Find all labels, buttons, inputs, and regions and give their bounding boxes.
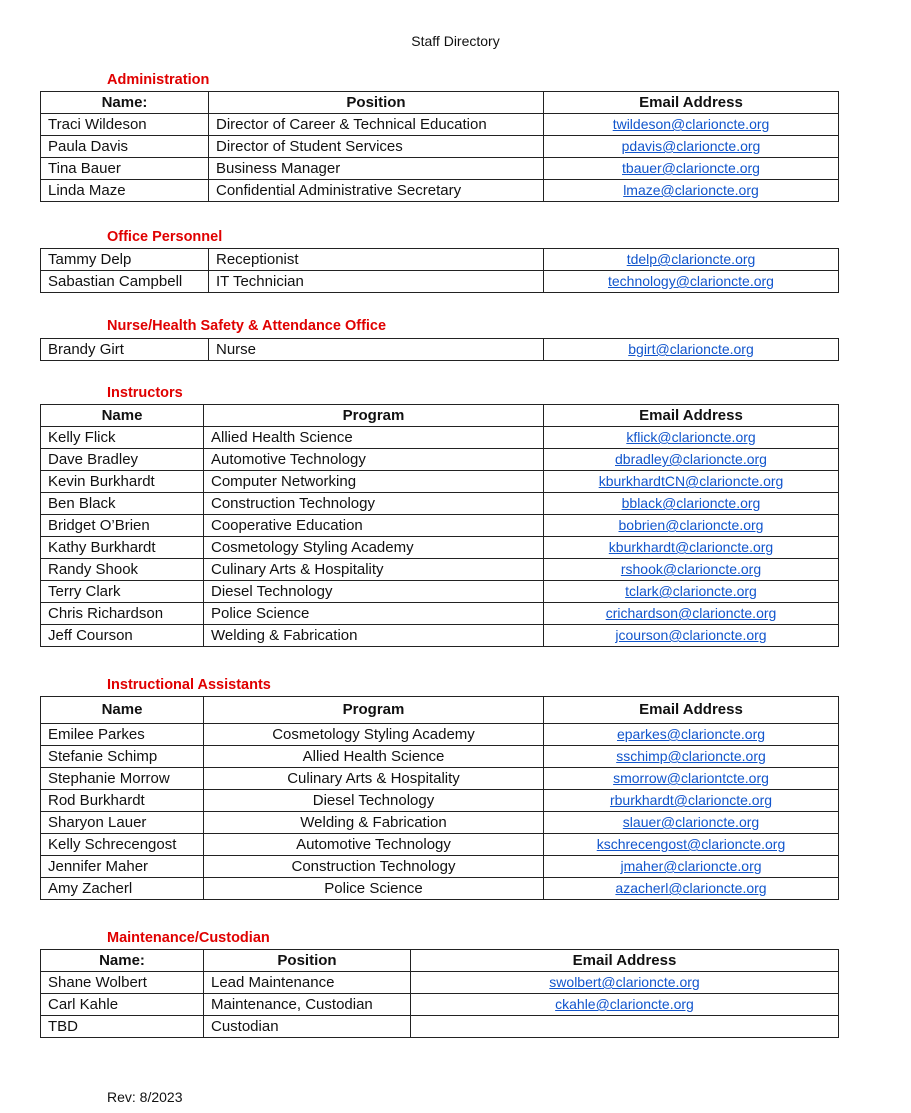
staff-name: Randy Shook	[41, 559, 204, 581]
section-heading-assistants: Instructional Assistants	[107, 677, 271, 693]
revision-date: Rev: 8/2023	[107, 1089, 183, 1105]
staff-name: Sabastian Campbell	[41, 271, 209, 293]
section-heading-maintenance: Maintenance/Custodian	[107, 930, 270, 946]
email-link[interactable]: azacherl@clarioncte.org	[615, 880, 767, 896]
staff-name: TBD	[41, 1016, 204, 1038]
email-link[interactable]: dbradley@clarioncte.org	[615, 451, 767, 467]
table-row	[41, 471, 839, 493]
email-link[interactable]: kschrecengost@clarioncte.org	[596, 836, 786, 852]
email-link[interactable]: kburkhardtCN@clarioncte.org	[598, 473, 784, 489]
column-header: Email Address	[544, 92, 839, 114]
email-link[interactable]: twildeson@clarioncte.org	[612, 116, 770, 132]
staff-program: Construction Technology	[204, 856, 544, 878]
administration-table	[40, 91, 839, 202]
email-link[interactable]: rburkhardt@clarioncte.org	[609, 792, 773, 808]
table-row	[41, 559, 839, 581]
table-row	[41, 1016, 839, 1038]
section-heading-nurse: Nurse/Health Safety & Attendance Office	[107, 318, 387, 334]
column-header: Name	[41, 405, 204, 427]
staff-position: Lead Maintenance	[204, 972, 411, 994]
staff-name: Rod Burkhardt	[41, 790, 204, 812]
email-link[interactable]: smorrow@clariontcte.org	[613, 770, 769, 786]
staff-name: Carl Kahle	[41, 994, 204, 1016]
table-row	[41, 339, 839, 361]
column-header: Program	[204, 697, 544, 724]
table-row	[41, 972, 839, 994]
section-heading-administration: Administration	[107, 72, 210, 88]
staff-position: Business Manager	[209, 158, 544, 180]
email-link[interactable]: lmaze@clarioncte.org	[623, 182, 759, 198]
staff-program: Diesel Technology	[204, 581, 544, 603]
staff-name: Bridget O’Brien	[41, 515, 204, 537]
column-header: Name:	[41, 92, 209, 114]
email-cell-empty	[411, 1016, 839, 1038]
email-link[interactable]: jcourson@clarioncte.org	[615, 627, 767, 643]
staff-program: Allied Health Science	[204, 427, 544, 449]
email-link[interactable]: kflick@clarioncte.org	[626, 429, 756, 445]
staff-name: Emilee Parkes	[41, 724, 204, 746]
staff-program: Automotive Technology	[204, 834, 544, 856]
table-row	[41, 114, 839, 136]
staff-name: Chris Richardson	[41, 603, 204, 625]
staff-name: Jennifer Maher	[41, 856, 204, 878]
staff-program: Automotive Technology	[204, 449, 544, 471]
table-row	[41, 427, 839, 449]
staff-name: Tina Bauer	[41, 158, 209, 180]
staff-program: Police Science	[204, 878, 544, 900]
email-link[interactable]: tdelp@clarioncte.org	[626, 251, 756, 267]
table-row	[41, 994, 839, 1016]
table-row	[41, 625, 839, 647]
nurse-table	[40, 338, 839, 361]
staff-program: Welding & Fabrication	[204, 812, 544, 834]
staff-name: Kelly Flick	[41, 427, 204, 449]
table-row	[41, 180, 839, 202]
table-row	[41, 724, 839, 746]
table-row	[41, 537, 839, 559]
column-header: Email Address	[544, 405, 839, 427]
email-link[interactable]: sschimp@clarioncte.org	[616, 748, 766, 764]
office-table	[40, 248, 839, 293]
table-row	[41, 158, 839, 180]
email-link[interactable]: pdavis@clarioncte.org	[621, 138, 761, 154]
staff-name: Dave Bradley	[41, 449, 204, 471]
staff-position: Director of Student Services	[209, 136, 544, 158]
staff-name: Terry Clark	[41, 581, 204, 603]
staff-program: Construction Technology	[204, 493, 544, 515]
staff-position: Receptionist	[209, 249, 544, 271]
table-row	[41, 603, 839, 625]
table-row	[41, 812, 839, 834]
table-row	[41, 878, 839, 900]
section-heading-office: Office Personnel	[107, 229, 223, 245]
table-row	[41, 790, 839, 812]
table-row	[41, 249, 839, 271]
column-header: Name:	[41, 950, 204, 972]
email-link[interactable]: slauer@clarioncte.org	[622, 814, 760, 830]
email-link[interactable]: rshook@clarioncte.org	[620, 561, 762, 577]
email-link[interactable]: ckahle@clarioncte.org	[555, 996, 694, 1012]
column-header: Position	[209, 92, 544, 114]
staff-name: Kelly Schrecengost	[41, 834, 204, 856]
staff-name: Linda Maze	[41, 180, 209, 202]
staff-program: Allied Health Science	[204, 746, 544, 768]
staff-name: Amy Zacherl	[41, 878, 204, 900]
staff-program: Cosmetology Styling Academy	[204, 724, 544, 746]
table-row	[41, 515, 839, 537]
email-link[interactable]: jmaher@clarioncte.org	[620, 858, 762, 874]
staff-position: Custodian	[204, 1016, 411, 1038]
page-title: Staff Directory	[411, 33, 500, 49]
email-link[interactable]: crichardson@clarioncte.org	[605, 605, 777, 621]
email-link[interactable]: bblack@clarioncte.org	[621, 495, 761, 511]
staff-program: Cooperative Education	[204, 515, 544, 537]
email-link[interactable]: bobrien@clarioncte.org	[618, 517, 764, 533]
table-row	[41, 136, 839, 158]
staff-name: Paula Davis	[41, 136, 209, 158]
instructors-table	[40, 404, 839, 647]
staff-name: Sharyon Lauer	[41, 812, 204, 834]
table-row	[41, 856, 839, 878]
staff-name: Traci Wildeson	[41, 114, 209, 136]
table-row	[41, 271, 839, 293]
column-header: Program	[204, 405, 544, 427]
staff-program: Welding & Fabrication	[204, 625, 544, 647]
staff-program: Culinary Arts & Hospitality	[204, 768, 544, 790]
maintenance-table	[40, 949, 839, 1038]
staff-name: Brandy Girt	[41, 339, 209, 361]
table-row	[41, 493, 839, 515]
column-header: Position	[204, 950, 411, 972]
staff-position: Director of Career & Technical Education	[209, 114, 544, 136]
staff-position: Nurse	[209, 339, 544, 361]
email-link[interactable]: swolbert@clarioncte.org	[549, 974, 700, 990]
email-link[interactable]: technology@clarioncte.org	[608, 273, 774, 289]
staff-name: Stephanie Morrow	[41, 768, 204, 790]
staff-name: Stefanie Schimp	[41, 746, 204, 768]
staff-position: Maintenance, Custodian	[204, 994, 411, 1016]
email-link[interactable]: bgirt@clarioncte.org	[628, 341, 754, 357]
staff-name: Shane Wolbert	[41, 972, 204, 994]
staff-name: Tammy Delp	[41, 249, 209, 271]
column-header: Email Address	[544, 697, 839, 724]
section-heading-instructors: Instructors	[107, 385, 183, 401]
assistants-table	[40, 696, 839, 900]
staff-program: Culinary Arts & Hospitality	[204, 559, 544, 581]
email-link[interactable]: tclark@clarioncte.org	[625, 583, 757, 599]
staff-position: Confidential Administrative Secretary	[209, 180, 544, 202]
staff-name: Jeff Courson	[41, 625, 204, 647]
staff-name: Kevin Burkhardt	[41, 471, 204, 493]
staff-position: IT Technician	[209, 271, 544, 293]
staff-name: Ben Black	[41, 493, 204, 515]
staff-program: Diesel Technology	[204, 790, 544, 812]
staff-program: Cosmetology Styling Academy	[204, 537, 544, 559]
email-link[interactable]: kburkhardt@clarioncte.org	[608, 539, 774, 555]
staff-program: Police Science	[204, 603, 544, 625]
table-row	[41, 768, 839, 790]
table-row	[41, 449, 839, 471]
table-row	[41, 746, 839, 768]
email-link[interactable]: tbauer@clarioncte.org	[622, 160, 760, 176]
column-header: Name	[41, 697, 204, 724]
staff-name: Kathy Burkhardt	[41, 537, 204, 559]
staff-program: Computer Networking	[204, 471, 544, 493]
table-row	[41, 834, 839, 856]
column-header: Email Address	[411, 950, 839, 972]
table-row	[41, 581, 839, 603]
email-link[interactable]: eparkes@clarioncte.org	[616, 726, 766, 742]
